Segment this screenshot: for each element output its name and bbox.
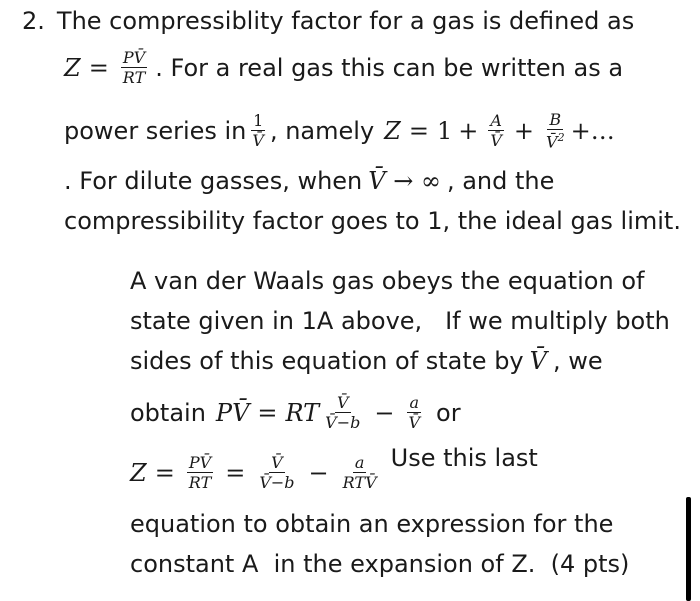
problem-line-5-text: compressibility factor goes to 1, the ideal gas limit. [64, 207, 681, 235]
v-bar-symbol: V̄ [529, 347, 547, 375]
problem-number: 2. [22, 7, 45, 35]
part-line-6 [130, 509, 613, 539]
problem-line-2 [64, 50, 623, 86]
problem-line-5 [64, 206, 681, 236]
part-line-6-text: equation to obtain an expression for the [130, 510, 614, 538]
part-line-4-pre: obtain [130, 399, 206, 427]
one-over-v-fraction: $\frac{1}{V̄}$ [252, 111, 264, 151]
part-line-1-text: A van der Waals gas obeys the equation of [130, 267, 645, 295]
vdw-multiplied-equation: PV̄ = RT $\frac{V̄}{V̄-b}$ − $\frac{a}{V̄}$ [215, 393, 421, 432]
virial-expansion-equation: Z = 1 + $\frac{A}{V̄}$ + $\frac{B}{V̄^2}$ +… [384, 110, 615, 152]
part-line-4 [130, 395, 461, 431]
part-line-5 [130, 444, 538, 492]
problem-line-1 [22, 6, 634, 36]
part-line-2-text: state given in 1A above, If we multiply both [130, 307, 670, 335]
part-line-4-post: or [436, 399, 461, 427]
problem-line-4-post: , and the [446, 167, 555, 195]
problem-line-4-pre: . For dilute gasses, when [64, 167, 363, 195]
pv-over-rt-fraction: $\frac{PV̄}{RT}$ [122, 48, 146, 87]
vdw-compressibility-equation: Z = $\frac{PV̄}{RT}$ = $\frac{V̄}{V̄-b}$ − $\frac{a}{\text{RTV̄}}$ [130, 453, 377, 492]
problem-line-3-pre: power series in [64, 117, 247, 146]
problem-line-3-mid: , namely [269, 117, 375, 146]
part-line-7 [130, 549, 629, 579]
scrollbar[interactable] [686, 497, 691, 601]
problem-line-2-text: . For a real gas this can be written as a [155, 54, 624, 82]
part-line-1 [130, 266, 644, 296]
part-line-3-post: , we [552, 347, 603, 375]
part-line-3 [130, 346, 603, 376]
z-definition-equation: Z = $\frac{PV̄}{RT}$ [64, 48, 146, 87]
problem-line-4 [64, 166, 554, 196]
v-to-infinity-expression: V̄ → ∞ [368, 167, 441, 195]
problem-line-3 [64, 112, 615, 150]
part-line-7-text: constant A in the expansion of Z. (4 pts) [130, 550, 630, 578]
problem-line-1-text: The compressiblity factor for a gas is defined as [56, 7, 635, 35]
part-line-2 [130, 306, 670, 336]
part-line-3-pre: sides of this equation of state by [130, 347, 524, 375]
part-line-5-post: Use this last [390, 444, 538, 472]
